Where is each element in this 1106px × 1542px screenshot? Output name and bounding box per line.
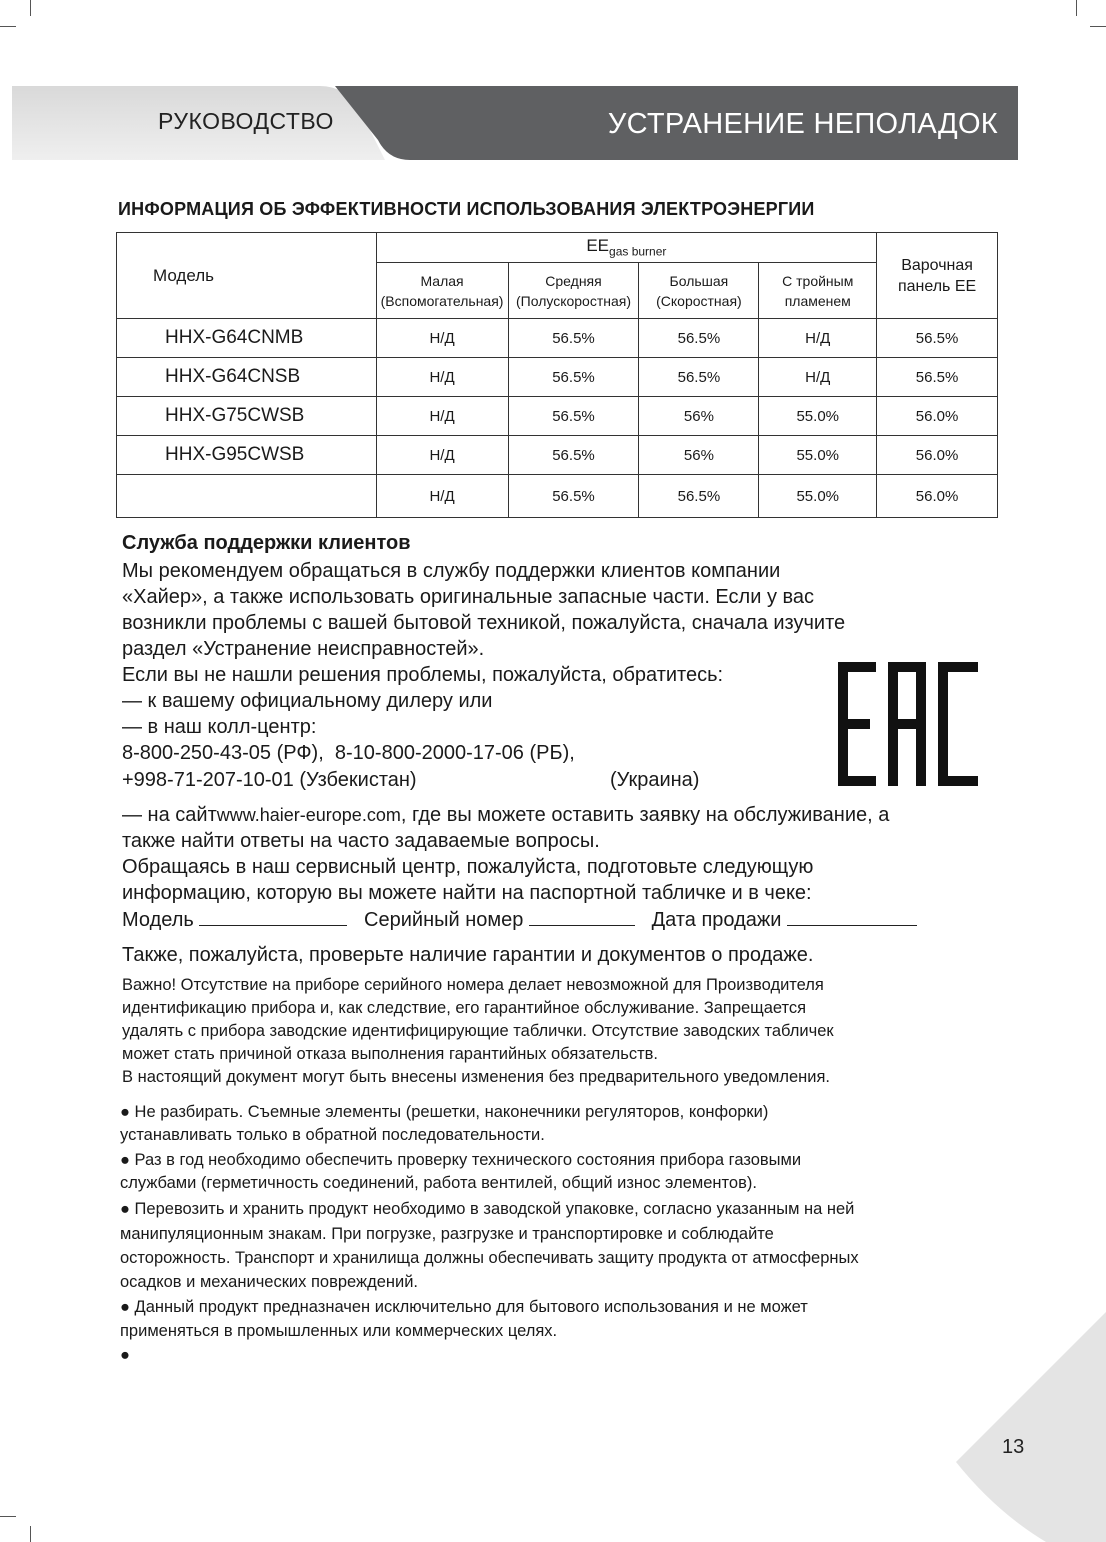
important-note: удалять с прибора заводские идентифицирующие таблички. Отсутствие заводских табличек [122, 1022, 834, 1040]
table-row: HHX-G95CWSB Н/Д 56.5% 56% 55.0% 56.0% [117, 436, 998, 475]
important-note: В настоящий документ могут быть внесены изменения без предварительного уведомления. [122, 1068, 831, 1086]
support-text: — к вашему официальному дилеру или [122, 690, 493, 712]
list-item: службами (герметичность соединений, работа вентилей, общий износ элементов). [120, 1174, 757, 1192]
important-note: идентификацию прибора и, как следствие, его гарантийное обслуживание. Запрещается [122, 999, 807, 1017]
hob-ee-header: Варочная панель EE [877, 233, 998, 319]
efficiency-title: ИНФОРМАЦИЯ ОБ ЭФФЕКТИВНОСТИ ИСПОЛЬЗОВАНИЯ ЭЛЕКТРОЭНЕРГИИ [118, 199, 815, 219]
support-text: Обращаясь в наш сервисный центр, пожалуйста, подготовьте следующую [122, 856, 814, 878]
table-row: HHX-G64CNSB Н/Д 56.5% 56.5% Н/Д 56.5% [117, 358, 998, 397]
model-blank [199, 907, 347, 926]
large-burner-header: Большая (Скоростная) [639, 263, 759, 319]
important-note: может стать причиной отказа выполнения гарантийных обязательств. [122, 1045, 659, 1063]
support-text: Мы рекомендуем обращаться в службу поддержки клиентов компании [122, 560, 781, 582]
phone-line-2: +998-71-207-10-01 (Узбекистан) (Украина) [122, 769, 700, 791]
phone-line-1: 8-800-250-43-05 (РФ), 8-10-800-2000-17-06 (РБ), [122, 742, 575, 764]
manual-label: РУКОВОДСТВО [158, 108, 334, 134]
efficiency-table [116, 232, 998, 518]
ee-gas-burner-header: $EE_{gas burner}$ [376, 233, 877, 263]
website-link[interactable]: www.haier-europe.com [216, 805, 401, 825]
support-text: Если вы не нашли решения проблемы, пожалуйста, обратитесь: [122, 664, 724, 686]
support-text: Также, пожалуйста, проверьте наличие гарантии и документов о продаже. [122, 944, 814, 966]
crop-mark [0, 1516, 16, 1517]
page-corner-tab [956, 1312, 1106, 1542]
small-burner-header: Малая (Вспомогательная) [376, 263, 508, 319]
model-column-header: Модель [117, 233, 377, 319]
list-item: осторожность. Транспорт и хранилища должны обеспечивать защиту продукта от атмосферных [120, 1249, 859, 1267]
list-item: устанавливать только в обратной последовательности. [120, 1126, 545, 1144]
date-blank [787, 907, 917, 926]
list-item: ● [120, 1346, 130, 1364]
eac-mark-icon [838, 662, 978, 786]
list-item: ● Раз в год необходимо обеспечить проверку технического состояния прибора газовыми [120, 1151, 802, 1169]
support-text: «Хайер», а также использовать оригинальные запасные части. Если у вас [122, 586, 815, 608]
support-text: возникли проблемы с вашей бытовой техникой, пожалуйста, сначала изучите [122, 612, 846, 634]
crop-mark [30, 1526, 31, 1542]
list-item: манипуляционным знакам. При погрузке, разгрузке и транспортировке и соблюдайте [120, 1225, 774, 1243]
important-note: Важно! Отсутствие на приборе серийного номера делает невозможной для Производителя [122, 976, 824, 994]
support-text: также найти ответы на часто задаваемые вопросы. [122, 830, 600, 852]
medium-burner-header: Средняя (Полускоростная) [508, 263, 639, 319]
section-title: УСТРАНЕНИЕ НЕПОЛАДОК [607, 108, 998, 140]
triple-burner-header: С тройным пламенем [759, 263, 877, 319]
table-row: Н/Д 56.5% 56.5% 55.0% 56.0% [117, 475, 998, 518]
support-text: информацию, которую вы можете найти на паспортной табличке и в чеке: [122, 882, 812, 904]
website-line: — на сайтwww.haier-europe.com, где вы можете оставить заявку на обслуживание, а [122, 804, 890, 826]
support-title: Служба поддержки клиентов [122, 532, 411, 554]
list-item: осадков и механических повреждений. [120, 1273, 418, 1291]
table-row: HHX-G64CNMB Н/Д 56.5% 56.5% Н/Д 56.5% [117, 319, 998, 358]
list-item: ● Не разбирать. Съемные элементы (решетки, наконечники регуляторов, конфорки) [120, 1103, 769, 1121]
list-item: ● Данный продукт предназначен исключительно для бытового использования и не может [120, 1298, 808, 1316]
list-item: ● Перевозить и хранить продукт необходимо в заводской упаковке, согласно указанным на ней [120, 1200, 855, 1218]
info-fields: Модель Серийный номер Дата продажи [122, 907, 917, 933]
support-text: — в наш колл-центр: [122, 716, 317, 738]
serial-blank [529, 907, 635, 926]
table-row: HHX-G75CWSB Н/Д 56.5% 56% 55.0% 56.0% [117, 397, 998, 436]
list-item: применяться в промышленных или коммерческих целях. [120, 1322, 558, 1340]
support-text: раздел «Устранение неисправностей». [122, 638, 485, 660]
page-number: 13 [1002, 1436, 1025, 1458]
header-band [0, 0, 1106, 200]
